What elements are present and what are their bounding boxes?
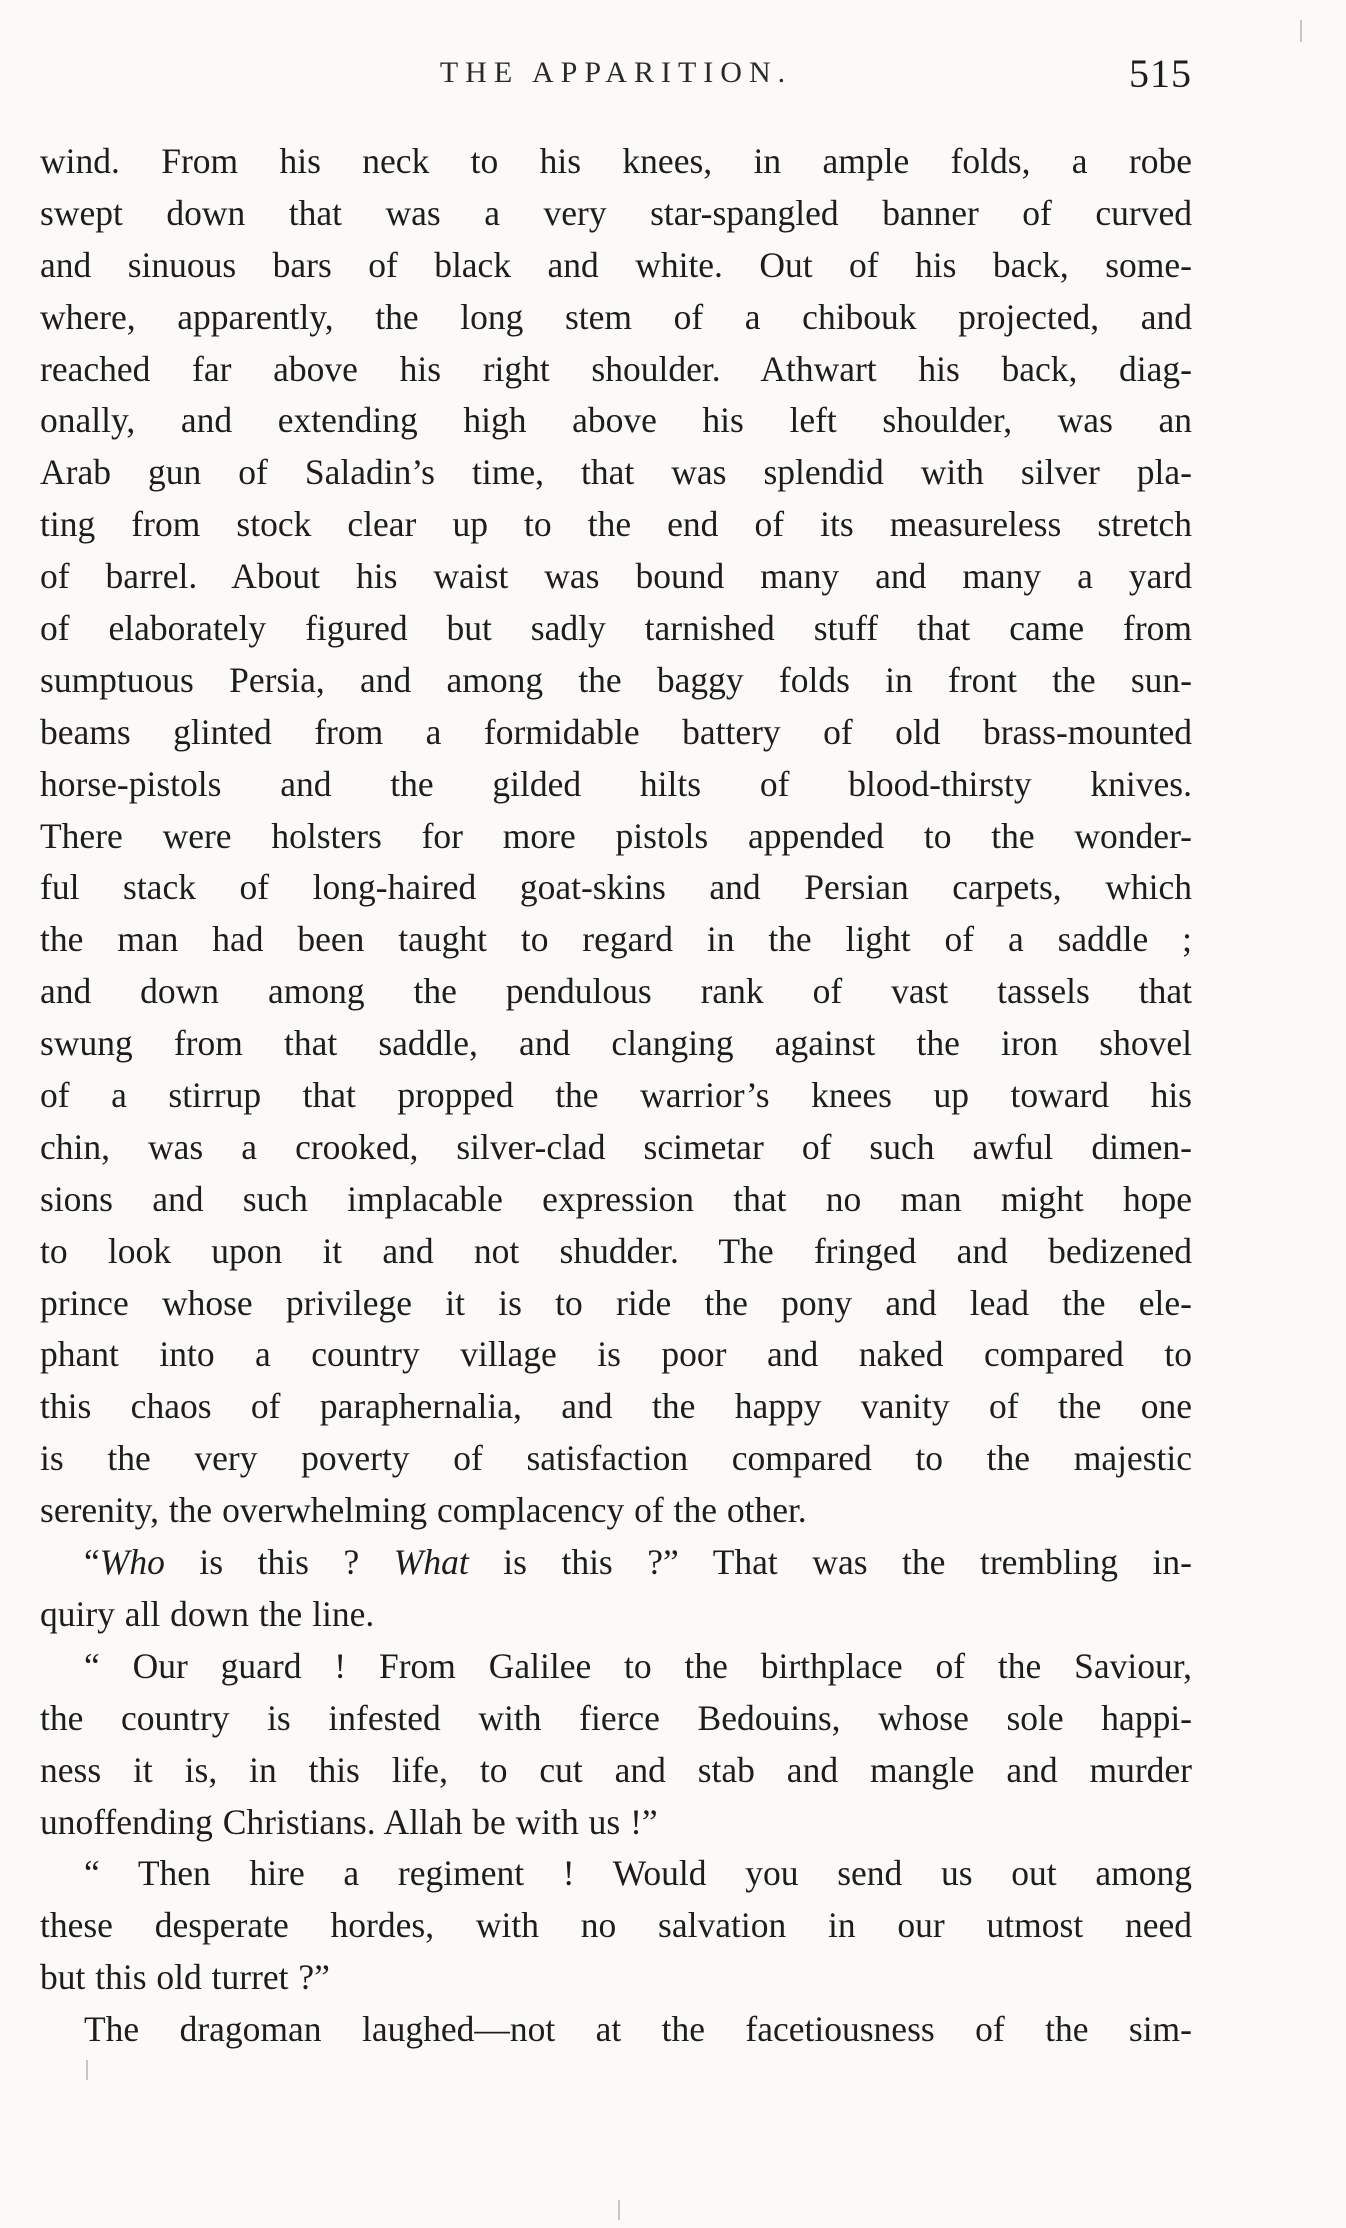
text-line: reached far above his right shoulder. Athwart his back, diag- [40, 348, 1192, 389]
dialogue-line: but this old turret ?” [40, 1957, 330, 1998]
text-line: horse-pistols and the gilded hilts of blood-thirsty knives. [40, 763, 1192, 804]
text-line: sumptuous Persia, and among the baggy folds in front the sun- [40, 659, 1192, 700]
emphasis-who: Who [99, 1542, 165, 1583]
margin-mark [86, 2060, 88, 2080]
dialogue-line: the country is infested with fierce Bedouins, whose sole happi- [40, 1697, 1192, 1738]
text-line: and sinuous bars of black and white. Out of his back, some- [40, 244, 1192, 285]
margin-mark [618, 2200, 620, 2220]
dialogue-line: ness it is, in this life, to cut and stab and mangle and murder [40, 1749, 1192, 1790]
body-text [40, 136, 1192, 2056]
page-number: 515 [1129, 51, 1192, 96]
text-line: of barrel. About his waist was bound many and many a yard [40, 556, 1192, 597]
text-line: and down among the pendulous rank of vast tassels that [40, 971, 1192, 1012]
text-line: is the very poverty of satisfaction compared to the majestic [40, 1438, 1192, 1479]
dialogue-line [40, 1537, 1192, 1589]
dialogue-text: is this ?” That was the trembling in- [468, 1542, 1192, 1583]
text-line: swung from that saddle, and clanging against the iron shovel [40, 1023, 1192, 1064]
text-line: serenity, the overwhelming complacency of the other. [40, 1490, 807, 1531]
dialogue-line: unoffending Christians. Allah be with us !” [40, 1801, 658, 1842]
running-title: THE APPARITION. [439, 56, 793, 89]
text-line: prince whose privilege it is to ride the pony and lead the ele- [40, 1282, 1192, 1323]
dialogue-text: is this ? [164, 1542, 394, 1583]
text-line: of a stirrup that propped the warrior’s knees up toward his [40, 1075, 1192, 1116]
open-quote: “ [84, 1542, 100, 1583]
dialogue-line: these desperate hordes, with no salvation in our utmost need [40, 1905, 1192, 1946]
text-line: this chaos of paraphernalia, and the happy vanity of the one [40, 1386, 1192, 1427]
text-line: ting from stock clear up to the end of its measureless stretch [40, 504, 1192, 545]
text-line: sions and such implacable expression that no man might hope [40, 1178, 1192, 1219]
emphasis-what: What [393, 1542, 469, 1583]
text-line: where, apparently, the long stem of a chibouk projected, and [40, 296, 1192, 337]
closing-line: The dragoman laughed—not at the facetiousness of the sim- [84, 2009, 1192, 2050]
text-line: swept down that was a very star-spangled banner of curved [40, 192, 1192, 233]
text-line: wind. From his neck to his knees, in ample folds, a robe [40, 141, 1192, 181]
text-line: phant into a country village is poor and naked compared to [40, 1334, 1192, 1375]
text-line: onally, and extending high above his left shoulder, was an [40, 400, 1192, 441]
running-head [40, 48, 1192, 108]
margin-mark [1300, 20, 1302, 42]
text-line: the man had been taught to regard in the light of a saddle ; [40, 919, 1192, 960]
text-line: ful stack of long-haired goat-skins and Persian carpets, which [40, 867, 1192, 908]
text-line: of elaborately figured but sadly tarnished stuff that came from [40, 608, 1192, 649]
dialogue-line: quiry all down the line. [40, 1593, 375, 1634]
text-line: to look upon it and not shudder. The fringed and bedizened [40, 1230, 1192, 1271]
dialogue-line: “ Our guard ! From Galilee to the birthplace of the Saviour, [84, 1645, 1192, 1686]
text-line: Arab gun of Saladin’s time, that was splendid with silver pla- [40, 452, 1192, 493]
text-line: chin, was a crooked, silver-clad scimetar of such awful dimen- [40, 1126, 1192, 1167]
text-line: There were holsters for more pistols appended to the wonder- [40, 815, 1192, 856]
dialogue-line: “ Then hire a regiment ! Would you send us out among [84, 1853, 1192, 1894]
text-line: beams glinted from a formidable battery of old brass-mounted [40, 711, 1192, 752]
